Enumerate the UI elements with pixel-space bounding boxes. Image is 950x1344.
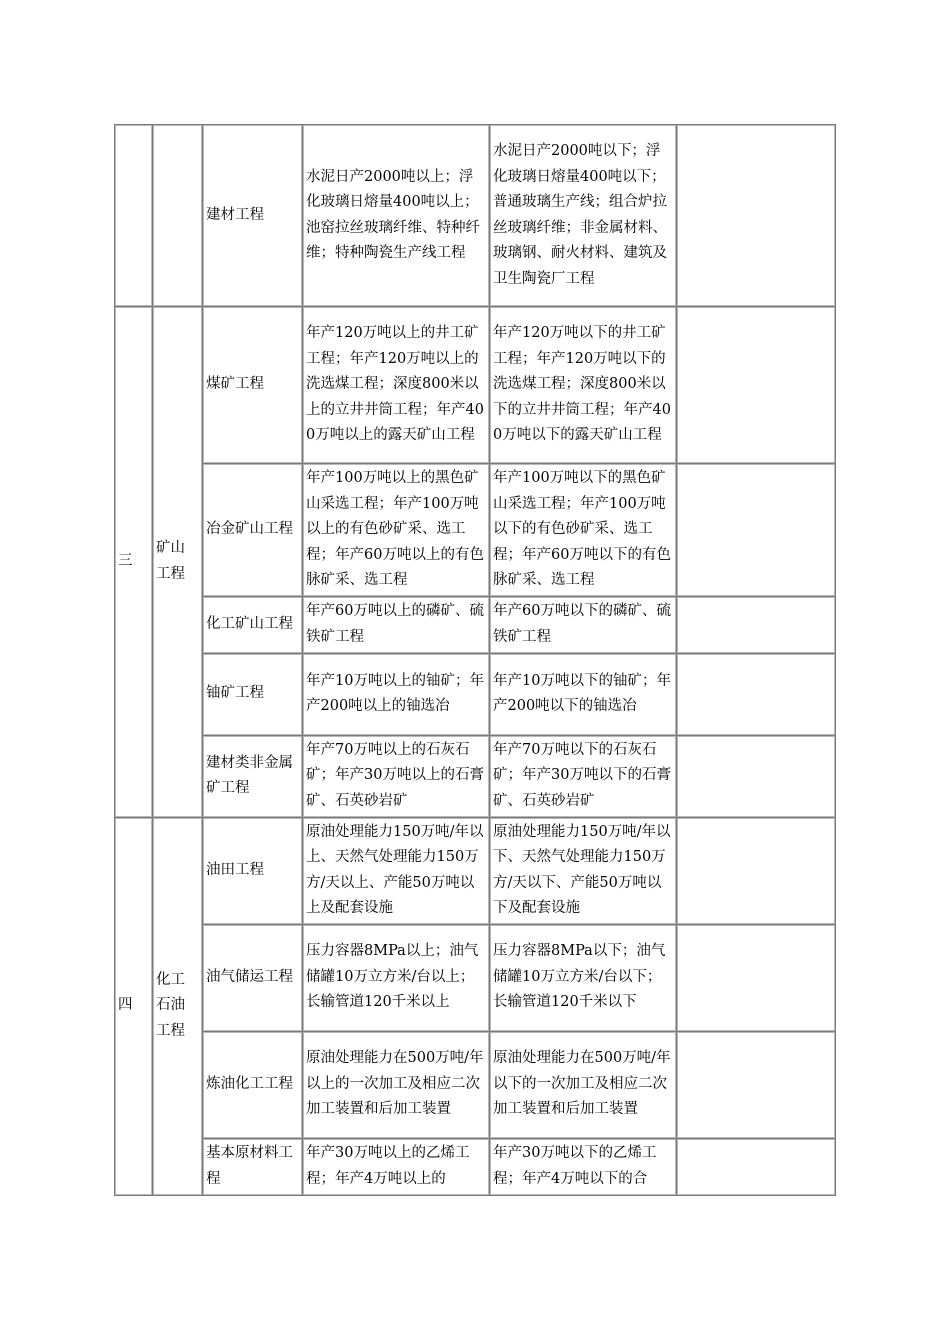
large-scale-cell: 压力容器8MPa以上；油气储罐10万立方米/台以上；长输管道120千米以上 <box>303 925 490 1032</box>
note-cell <box>677 1139 836 1196</box>
group-category-cell: 矿山工程 <box>153 307 203 818</box>
project-name-cell: 冶金矿山工程 <box>203 464 303 597</box>
note-cell <box>677 818 836 925</box>
group-number-cell: 三 <box>115 307 153 818</box>
group-category-cell: 化工石油工程 <box>153 818 203 1196</box>
medium-scale-cell: 年产70万吨以下的石灰石矿；年产30万吨以下的石膏矿、石英砂岩矿 <box>490 736 677 818</box>
table-row <box>115 307 836 464</box>
table-row <box>115 464 836 597</box>
project-name-cell: 炼油化工工程 <box>203 1032 303 1139</box>
large-scale-cell: 年产100万吨以上的黑色矿山采选工程；年产100万吨以上的有色砂矿采、选工程；年产60万吨以上的有色脉矿采、选工程 <box>303 464 490 597</box>
medium-scale-cell: 年产120万吨以下的井工矿工程；年产120万吨以下的洗选煤工程；深度800米以下的立井井筒工程；年产400万吨以下的露天矿山工程 <box>490 307 677 464</box>
table-row <box>115 125 836 307</box>
note-cell <box>677 654 836 736</box>
large-scale-cell: 年产10万吨以上的铀矿；年产200吨以上的铀选冶 <box>303 654 490 736</box>
large-scale-cell: 年产30万吨以上的乙烯工程；年产4万吨以上的 <box>303 1139 490 1196</box>
medium-scale-cell: 年产30万吨以下的乙烯工程；年产4万吨以下的合 <box>490 1139 677 1196</box>
large-scale-cell: 原油处理能力150万吨/年以上、天然气处理能力150万方/天以上、产能50万吨以上及配套设施 <box>303 818 490 925</box>
large-scale-cell: 年产70万吨以上的石灰石矿；年产30万吨以上的石膏矿、石英砂岩矿 <box>303 736 490 818</box>
table-row <box>115 654 836 736</box>
note-cell <box>677 464 836 597</box>
table-row <box>115 1032 836 1139</box>
project-name-cell: 油田工程 <box>203 818 303 925</box>
project-name-cell: 建材工程 <box>203 125 303 307</box>
medium-scale-cell: 压力容器8MPa以下；油气储罐10万立方米/台以下；长输管道120千米以下 <box>490 925 677 1032</box>
medium-scale-cell: 年产100万吨以下的黑色矿山采选工程；年产100万吨以下的有色砂矿采、选工程；年产60万吨以下的有色脉矿采、选工程 <box>490 464 677 597</box>
note-cell <box>677 597 836 654</box>
table-row <box>115 1139 836 1196</box>
table-row <box>115 925 836 1032</box>
table-row <box>115 818 836 925</box>
project-name-cell: 建材类非金属矿工程 <box>203 736 303 818</box>
engineering-scale-table <box>114 124 836 1196</box>
medium-scale-cell: 水泥日产2000吨以下；浮化玻璃日熔量400吨以下；普通玻璃生产线；组合炉拉丝玻璃纤维；非金属材料、玻璃钢、耐火材料、建筑及卫生陶瓷厂工程 <box>490 125 677 307</box>
group-number-cell: 四 <box>115 818 153 1196</box>
large-scale-cell: 原油处理能力在500万吨/年以上的一次加工及相应二次加工装置和后加工装置 <box>303 1032 490 1139</box>
note-cell <box>677 307 836 464</box>
table-row <box>115 736 836 818</box>
project-name-cell: 铀矿工程 <box>203 654 303 736</box>
note-cell <box>677 925 836 1032</box>
medium-scale-cell: 原油处理能力在500万吨/年以下的一次加工及相应二次加工装置和后加工装置 <box>490 1032 677 1139</box>
note-cell <box>677 1032 836 1139</box>
category-cell-empty <box>153 125 203 307</box>
note-cell <box>677 125 836 307</box>
project-name-cell: 化工矿山工程 <box>203 597 303 654</box>
note-cell <box>677 736 836 818</box>
project-name-cell: 油气储运工程 <box>203 925 303 1032</box>
seq-cell-empty <box>115 125 153 307</box>
medium-scale-cell: 年产60万吨以下的磷矿、硫铁矿工程 <box>490 597 677 654</box>
table-row <box>115 597 836 654</box>
medium-scale-cell: 原油处理能力150万吨/年以下、天然气处理能力150万方/天以下、产能50万吨以下及配套设施 <box>490 818 677 925</box>
project-name-cell: 煤矿工程 <box>203 307 303 464</box>
large-scale-cell: 水泥日产2000吨以上；浮化玻璃日熔量400吨以上；池窑拉丝玻璃纤维、特种纤维；特种陶瓷生产线工程 <box>303 125 490 307</box>
large-scale-cell: 年产60万吨以上的磷矿、硫铁矿工程 <box>303 597 490 654</box>
medium-scale-cell: 年产10万吨以下的铀矿；年产200吨以下的铀选冶 <box>490 654 677 736</box>
large-scale-cell: 年产120万吨以上的井工矿工程；年产120万吨以上的洗选煤工程；深度800米以上的立井井筒工程；年产400万吨以上的露天矿山工程 <box>303 307 490 464</box>
project-name-cell: 基本原材料工程 <box>203 1139 303 1196</box>
